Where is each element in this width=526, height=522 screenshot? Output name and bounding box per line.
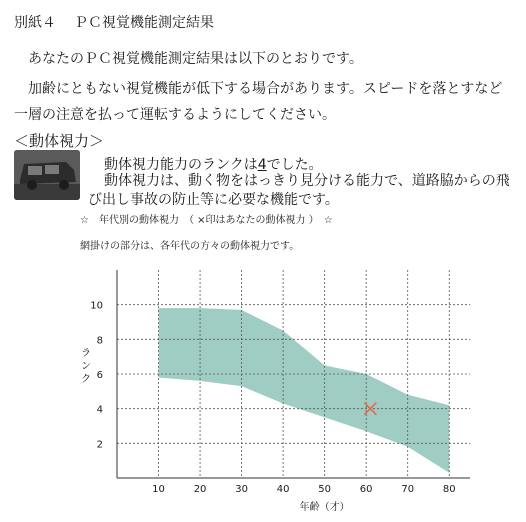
y-tick-label-8: 8 — [96, 335, 103, 347]
intro-line-1: あなたのＰＣ視覚機能測定結果は以下のとおりです。 — [28, 51, 363, 67]
rank-value: 4 — [257, 157, 267, 173]
chart-caption: ☆ 年代別の動体視力 （ ×印はあなたの動体視力 ） ☆ — [80, 215, 333, 226]
x-tick-label-20: 20 — [193, 484, 207, 495]
y-axis-label: ランク — [81, 348, 91, 385]
description: 動体視力は、動く物をはっきり見分ける能力で、道路脇からの飛び出し事故の防止等に必要な機能です。 — [88, 173, 510, 208]
y-tick-label-10: 10 — [90, 300, 103, 312]
x-tick-label-70: 70 — [401, 484, 415, 495]
y-tick-label-6: 6 — [96, 370, 103, 381]
x-tick-label-30: 30 — [235, 484, 248, 495]
car-photo-icon — [14, 150, 80, 200]
rank-prefix: 動体視力能力のランクは — [104, 157, 258, 173]
x-tick-label-50: 50 — [318, 484, 332, 495]
document-heading — [14, 12, 214, 32]
section-title: ＜動体視力＞ — [14, 132, 105, 150]
y-tick-label-4: 4 — [96, 404, 103, 416]
intro-line-2: 加齢にともない視覚機能が低下する場合があります。スピードを落とすなど一層の注意を払って運転するようにしてください。 — [14, 81, 503, 123]
x-tick-label-10: 10 — [152, 484, 165, 495]
x-axis-label: 年齢（才） — [299, 502, 350, 513]
annex-label: 別紙４ — [14, 15, 56, 31]
vision-chart — [0, 260, 526, 522]
x-tick-label-60: 60 — [359, 484, 373, 495]
shade-note: 網掛けの部分は、各年代の方々の動体視力です。 — [80, 241, 300, 252]
rank-suffix: でした。 — [266, 157, 323, 173]
rank-result — [104, 154, 323, 174]
page-title: ＰＣ視覚機能測定結果 — [74, 15, 214, 31]
age-range-band — [159, 308, 450, 473]
y-tick-label-2: 2 — [96, 439, 103, 451]
x-tick-label-40: 40 — [276, 484, 290, 495]
x-tick-label-80: 80 — [442, 484, 456, 495]
